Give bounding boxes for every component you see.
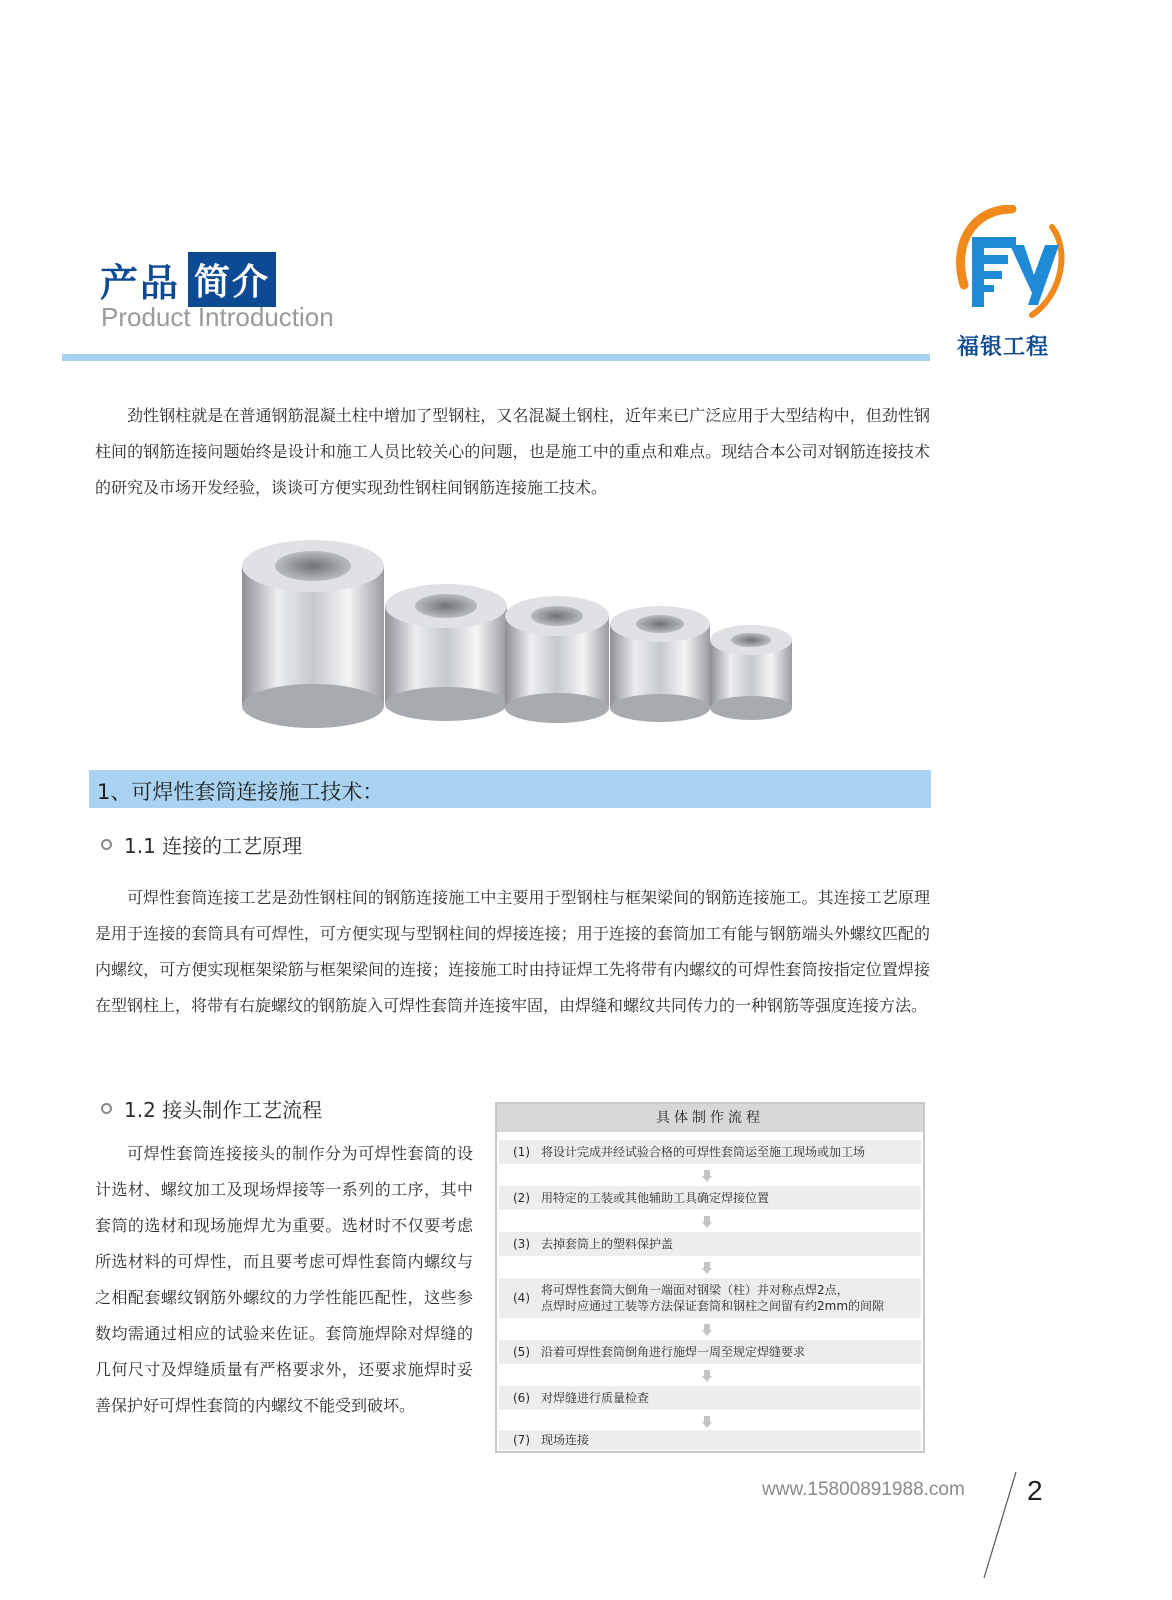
page-title-part2: 简介 — [188, 252, 276, 307]
flow-step-text: 用特定的工装或其他辅助工具确定焊接位置 — [541, 1191, 770, 1205]
flow-step-text — [541, 1282, 884, 1314]
process-flow-title: 具体制作流程 — [497, 1104, 923, 1132]
process-text: 可焊性套筒连接接头的制作分为可焊性套筒的设计选材、螺纹加工及现场焊接等一系列的工序，其中套筒的选材和现场施焊尤为重要。选材时不仅要考虑所选材料的可焊性，而且要考虑可焊性套筒内螺纹与之相配套螺纹钢筋外螺纹的力学性能匹配性，这些参数均需通过相应的试验来佐证。套筒施焊除对焊缝的几何尺寸及焊缝质量有严格要求外，还要求施焊时妥善保护好可焊性套筒的内螺纹不能受到破坏。 — [95, 1144, 473, 1415]
sleeve-3 — [505, 596, 609, 723]
sleeve-4 — [610, 606, 710, 722]
flow-step-5 — [499, 1340, 921, 1364]
flow-step-number: (5) — [513, 1345, 530, 1359]
section-title: 1、可焊性套筒连接施工技术： — [97, 780, 384, 804]
flow-step-number: (7) — [513, 1433, 530, 1447]
flow-step-7 — [499, 1430, 921, 1450]
down-arrow-icon — [702, 1216, 712, 1228]
flow-step-text: 对焊缝进行质量检查 — [541, 1391, 650, 1405]
page-title-part1: 产品 — [100, 260, 181, 305]
flow-step-6 — [499, 1386, 921, 1410]
flow-step-3 — [499, 1232, 921, 1256]
down-arrow-icon — [702, 1416, 712, 1428]
footer-divider-slash — [980, 1470, 1020, 1580]
flow-step-text: 沿着可焊性套筒倒角进行施焊一周至规定焊缝要求 — [541, 1345, 806, 1359]
page-title — [100, 254, 276, 304]
website-url[interactable]: www.15800891988.com — [762, 1479, 965, 1500]
flow-step-number: (1) — [513, 1145, 530, 1159]
weldable-sleeves-image — [230, 528, 810, 738]
flow-step-2 — [499, 1186, 921, 1210]
flow-step-number: (2) — [513, 1191, 530, 1205]
circle-bullet-icon — [101, 839, 112, 850]
principle-paragraph — [95, 880, 930, 1024]
process-flow-panel — [495, 1102, 925, 1453]
flow-step-text: 现场连接 — [541, 1433, 590, 1447]
sleeve-2 — [385, 584, 507, 721]
flow-step-text-line2: 点焊时应通过工装等方法保证套筒和钢柱之间留有约2mm的间隙 — [541, 1299, 885, 1313]
down-arrow-icon — [702, 1262, 712, 1274]
intro-text: 劲性钢柱就是在普通钢筋混凝土柱中增加了型钢柱，又名混凝土钢柱，近年来已广泛应用于大型结构中，但劲性钢柱间的钢筋连接问题始终是设计和施工人员比较关心的问题，也是施工中的重点和难点。现结合本公司对钢筋连接技术的研究及市场开发经验，谈谈可方便实现劲性钢柱间钢筋连接施工技术。 — [95, 406, 930, 497]
intro-paragraph — [95, 398, 930, 506]
flow-step-1 — [499, 1140, 921, 1164]
subsection-1-1-title: 1.1 连接的工艺原理 — [124, 834, 303, 858]
down-arrow-icon — [702, 1370, 712, 1382]
down-arrow-icon — [702, 1170, 712, 1182]
page-subtitle: Product Introduction — [101, 302, 334, 332]
flow-step-number: (6) — [513, 1391, 530, 1405]
subsection-1-2 — [101, 1094, 322, 1123]
principle-text: 可焊性套筒连接工艺是劲性钢柱间的钢筋连接施工中主要用于型钢柱与框架梁间的钢筋连接施工。其连接工艺原理是用于连接的套筒具有可焊性，可方便实现与型钢柱间的焊接连接；用于连接的套筒加工有能与钢筋端头外螺纹匹配的内螺纹，可方便实现框架梁筋与框架梁间的连接；连接施工时由持证焊工先将带有内螺纹的可焊性套筒按指定位置焊接在型钢柱上，将带有右旋螺纹的钢筋旋入可焊性套筒并连接牢固，由焊缝和螺纹共同传力的一种钢筋等强度连接方法。 — [95, 888, 930, 1015]
header-divider — [62, 354, 930, 361]
down-arrow-icon — [702, 1324, 712, 1336]
flow-step-text-line1: 将可焊性套筒大倒角一端面对钢梁（柱）并对称点焊2点， — [541, 1283, 849, 1297]
sleeve-1 — [242, 540, 384, 728]
company-logo-text: 福银工程 — [957, 335, 1050, 360]
circle-bullet-icon — [101, 1103, 112, 1114]
subsection-1-1 — [101, 830, 302, 859]
sleeve-5 — [710, 625, 792, 720]
flow-step-number: (4) — [513, 1291, 530, 1305]
flow-step-text: 去掉套筒上的塑料保护盖 — [541, 1237, 674, 1251]
process-paragraph — [95, 1136, 473, 1424]
subsection-1-2-title: 1.2 接头制作工艺流程 — [124, 1098, 323, 1122]
page-number: 2 — [1027, 1475, 1043, 1506]
flow-step-4 — [499, 1278, 921, 1318]
flow-step-number: (3) — [513, 1237, 530, 1251]
flow-step-text: 将设计完成并经试验合格的可焊性套筒运至施工现场或加工场 — [541, 1145, 866, 1159]
